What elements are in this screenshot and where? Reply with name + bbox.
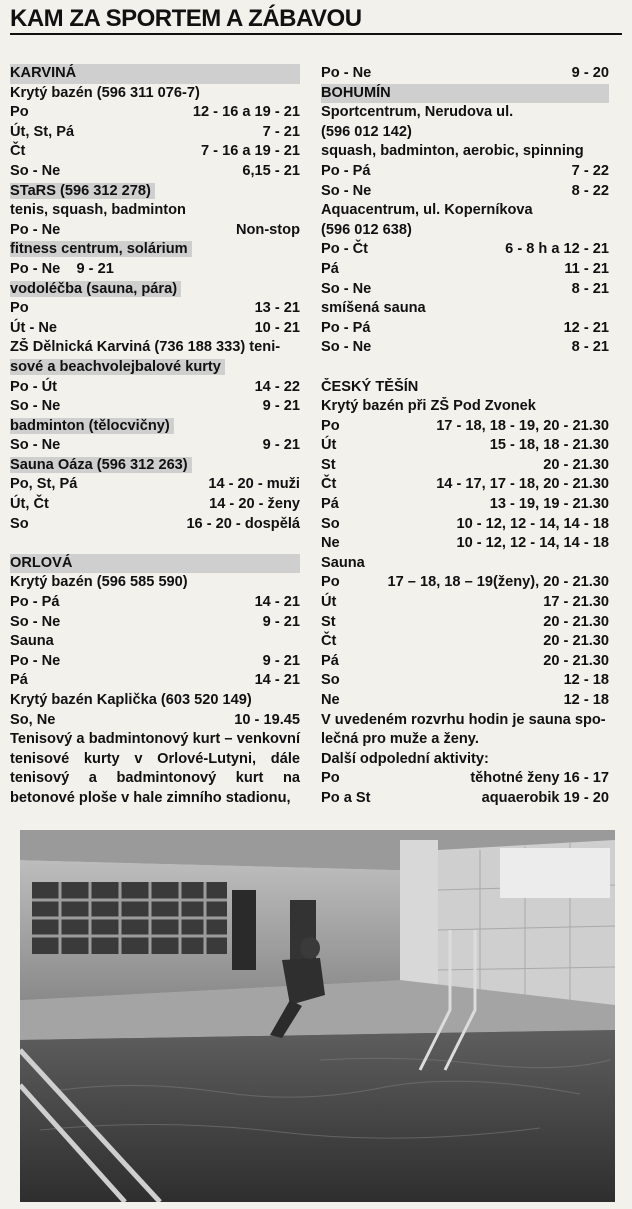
sauna-note-line-1: V uvedeném rozvrhu hodin je sauna spo- — [321, 711, 606, 728]
time-value: 14 - 22 — [254, 378, 300, 395]
sauna-note-line-2: lečná pro muže a ženy. — [321, 731, 479, 748]
schedule-row — [321, 632, 609, 652]
day-label: Út — [321, 437, 337, 454]
day-label: Pá — [321, 260, 339, 277]
dalsi-aktivity-title: Další odpolední aktivity: — [321, 750, 489, 767]
orlova-sauna-title: Sauna — [10, 633, 54, 650]
schedule-row — [321, 671, 609, 691]
time-value: 10 - 12, 12 - 14, 14 - 18 — [456, 515, 609, 532]
sportcentrum-sports: squash, badminton, aerobic, spinning — [321, 143, 584, 160]
time-value: aquaerobik 19 - 20 — [481, 789, 609, 806]
day-label: Po - Pá — [321, 319, 371, 336]
time-value: 16 - 20 - dospělá — [186, 515, 300, 532]
time-value: 14 - 20 - muži — [208, 476, 300, 493]
time-value: 7 - 21 — [262, 123, 300, 140]
schedule-row — [321, 789, 609, 809]
schedule-row — [321, 652, 609, 672]
schedule-row — [321, 613, 609, 633]
time-value: 14 - 21 — [254, 594, 300, 611]
day-label: Pá — [321, 652, 339, 669]
orlova-bazen-title: Krytý bazén (596 585 590) — [10, 574, 188, 591]
tenis-paragraph: Tenisový a badmintonový kurt – venkovní tenisové kurty v Orlové-Lutyni, dále tenisový a badmintonový kurt na betonové ploše v hale zimního stadionu, — [10, 731, 300, 806]
day-label: Pá — [10, 672, 28, 689]
time-value: 20 - 21.30 — [543, 652, 609, 669]
stars-sports: tenis, squash, badminton — [10, 202, 186, 219]
time-value: 6 - 8 h a 12 - 21 — [505, 241, 609, 258]
day-label: Ne — [321, 692, 340, 708]
day-label: Po - Pá — [10, 594, 60, 611]
tesin-bazen-title: Krytý bazén při ZŠ Pod Zvonek — [321, 398, 536, 415]
schedule-row — [10, 162, 300, 182]
schedule-row — [10, 671, 300, 691]
schedule-row — [10, 319, 300, 339]
time-value: 10 - 21 — [254, 319, 300, 336]
schedule-row — [321, 534, 609, 554]
time-value: 12 - 16 a 19 - 21 — [192, 104, 300, 121]
time-value: 15 - 18, 18 - 21.30 — [489, 437, 609, 454]
schedule-row — [321, 475, 609, 495]
day-label: Čt — [10, 143, 26, 160]
schedule-row — [321, 64, 609, 84]
schedule-row — [10, 711, 300, 731]
day-label: Út, Čt — [10, 496, 49, 513]
time-value: 20 - 21.30 — [543, 613, 609, 630]
time-value: 8 - 21 — [571, 280, 609, 297]
sportcentrum-phone: (596 012 142) — [321, 123, 412, 140]
schedule-row — [321, 456, 609, 476]
day-label: Út, St, Pá — [10, 123, 75, 140]
sportcentrum-title: Sportcentrum, Nerudova ul. — [321, 104, 514, 121]
day-label: Pá — [321, 496, 339, 513]
day-label: Po — [321, 574, 340, 591]
schedule-row — [321, 182, 609, 202]
day-label: So - Ne — [321, 339, 372, 356]
day-label: Po a St — [321, 789, 371, 806]
time-value: 13 - 21 — [254, 300, 300, 317]
schedule-row — [321, 162, 609, 182]
right-column — [321, 64, 609, 809]
spacer — [10, 534, 300, 554]
day-label: St — [321, 613, 336, 630]
swimming-pool-photo — [20, 830, 615, 1202]
day-label: Po - Ne — [10, 221, 61, 238]
day-label: Po - Ne — [321, 65, 372, 81]
schedule-row — [321, 338, 609, 358]
fitness-title: fitness centrum, solárium — [10, 240, 300, 260]
time-value: 7 - 16 a 19 - 21 — [201, 143, 300, 160]
schedule-row — [321, 769, 609, 789]
day-label: Po — [321, 770, 340, 787]
day-label: So - Ne — [10, 162, 61, 179]
schedule-row — [321, 260, 609, 280]
zs-dělnická-title-line-1: ZŠ Dělnická Karviná (736 188 333) teni- — [10, 339, 281, 356]
kaplicka-title: Krytý bazén Kaplička (603 520 149) — [10, 692, 252, 708]
schedule-row — [10, 515, 300, 535]
time-value: 12 - 21 — [563, 319, 609, 336]
time-value: 14 - 21 — [254, 672, 300, 689]
day-label: Čt — [321, 633, 337, 650]
schedule-row — [10, 378, 300, 398]
schedule-row — [10, 103, 300, 123]
day-label: Po — [10, 300, 29, 317]
time-value: 12 - 18 — [563, 672, 609, 689]
time-value: 13 - 19, 19 - 21.30 — [489, 496, 609, 513]
time-value: 9 - 21 — [262, 437, 300, 454]
day-label: Po - Ne — [10, 652, 61, 669]
schedule-row — [10, 495, 300, 515]
schedule-row — [10, 221, 300, 241]
day-label: Čt — [321, 476, 337, 493]
time-value: 12 - 18 — [563, 692, 609, 708]
time-value: 14 - 17, 17 - 18, 20 - 21.30 — [436, 476, 609, 493]
schedule-row — [10, 436, 300, 456]
day-label: Út — [321, 594, 337, 611]
time-value: 9 - 20 — [571, 65, 609, 81]
karvina-bazen-schedule — [10, 103, 300, 181]
time-value: 7 - 22 — [571, 162, 609, 179]
sauna-oaza-title: Sauna Oáza (596 312 263) — [10, 456, 300, 476]
day-label: Ne — [321, 535, 340, 552]
day-label: Po - Út — [10, 378, 58, 395]
time-value: 9 - 21 — [262, 652, 300, 669]
time-value: Non-stop — [235, 221, 300, 238]
day-label: So - Ne — [321, 182, 372, 199]
schedule-row — [10, 652, 300, 672]
schedule-row — [321, 691, 609, 711]
schedule-row — [321, 417, 609, 437]
schedule-row — [321, 436, 609, 456]
schedule-row — [10, 397, 300, 417]
day-label: Po - Čt — [321, 241, 369, 258]
schedule-row — [10, 123, 300, 143]
schedule-row — [321, 280, 609, 300]
time-value: 17 - 18, 18 - 19, 20 - 21.30 — [436, 417, 609, 434]
time-value: 6,15 - 21 — [242, 162, 300, 179]
time-value: 20 - 21.30 — [543, 633, 609, 650]
karvina-bazen-title: Krytý bazén (596 311 076-7) — [10, 84, 200, 101]
vodoleceba-title: vodoléčba (sauna, pára) — [10, 280, 300, 300]
karvina-heading: KARVINÁ — [10, 64, 300, 84]
schedule-row — [10, 613, 300, 633]
time-value: 14 - 20 - ženy — [209, 496, 300, 513]
day-label: So — [10, 515, 29, 532]
time-value: 17 – 18, 18 – 19(ženy), 20 - 21.30 — [387, 574, 609, 591]
time-value: 20 - 21.30 — [543, 456, 609, 473]
time-value: 8 - 22 — [571, 182, 609, 199]
day-label: So - Ne — [10, 398, 61, 415]
time-value: těhotné ženy 16 - 17 — [470, 770, 609, 787]
schedule-row — [321, 319, 609, 339]
spacer — [321, 358, 609, 378]
schedule-row — [10, 593, 300, 613]
headline-rule — [10, 33, 622, 35]
time-value: 9 - 21 — [262, 613, 300, 630]
badminton-title: badminton (tělocvičny) — [10, 417, 300, 437]
cesky-tesin-heading: ČESKÝ TĚŠÍN — [321, 378, 419, 395]
schedule-row — [10, 142, 300, 162]
day-label: So, Ne — [10, 711, 56, 728]
time-value: 17 - 21.30 — [543, 594, 609, 611]
day-label: So — [321, 672, 340, 689]
page-headline: KAM ZA SPORTEM A ZÁBAVOU — [10, 5, 362, 32]
stars-title: STaRS (596 312 278) — [10, 182, 300, 202]
schedule-row — [321, 593, 609, 613]
zs-dělnická-title-line-2: sové a beachvolejbalové kurty — [10, 358, 300, 378]
schedule-row — [321, 240, 609, 260]
aquacentrum-title: Aquacentrum, ul. Koperníkova — [321, 202, 533, 219]
time-value: 10 - 12, 12 - 14, 14 - 18 — [456, 535, 609, 552]
schedule-row — [321, 515, 609, 535]
schedule-row — [321, 573, 609, 593]
day-label: Po — [321, 417, 340, 434]
day-label: Po - Pá — [321, 162, 371, 179]
day-label: Po, St, Pá — [10, 476, 78, 493]
day-label: So - Ne — [321, 280, 372, 297]
schedule-row — [321, 495, 609, 515]
day-label: So - Ne — [10, 613, 61, 630]
day-label: So — [321, 515, 340, 532]
fitness-row: Po - Ne 9 - 21 — [10, 260, 114, 277]
schedule-row — [10, 475, 300, 495]
time-value: 11 - 21 — [564, 260, 609, 277]
day-label: Út - Ne — [10, 319, 58, 336]
bohumin-heading: BOHUMÍN — [321, 84, 609, 104]
left-column — [10, 64, 300, 809]
aquacentrum-phone: (596 012 638) — [321, 221, 412, 238]
schedule-row — [10, 299, 300, 319]
day-label: So - Ne — [10, 437, 61, 454]
time-value: 8 - 21 — [571, 339, 609, 356]
time-value: 10 - 19.45 — [234, 711, 300, 728]
day-label: Po — [10, 104, 29, 121]
day-label: St — [321, 456, 336, 473]
smisena-sauna-title: smíšená sauna — [321, 300, 426, 317]
time-value: 9 - 21 — [262, 398, 300, 415]
tesin-sauna-title: Sauna — [321, 554, 365, 571]
orlova-heading: ORLOVÁ — [10, 554, 300, 574]
